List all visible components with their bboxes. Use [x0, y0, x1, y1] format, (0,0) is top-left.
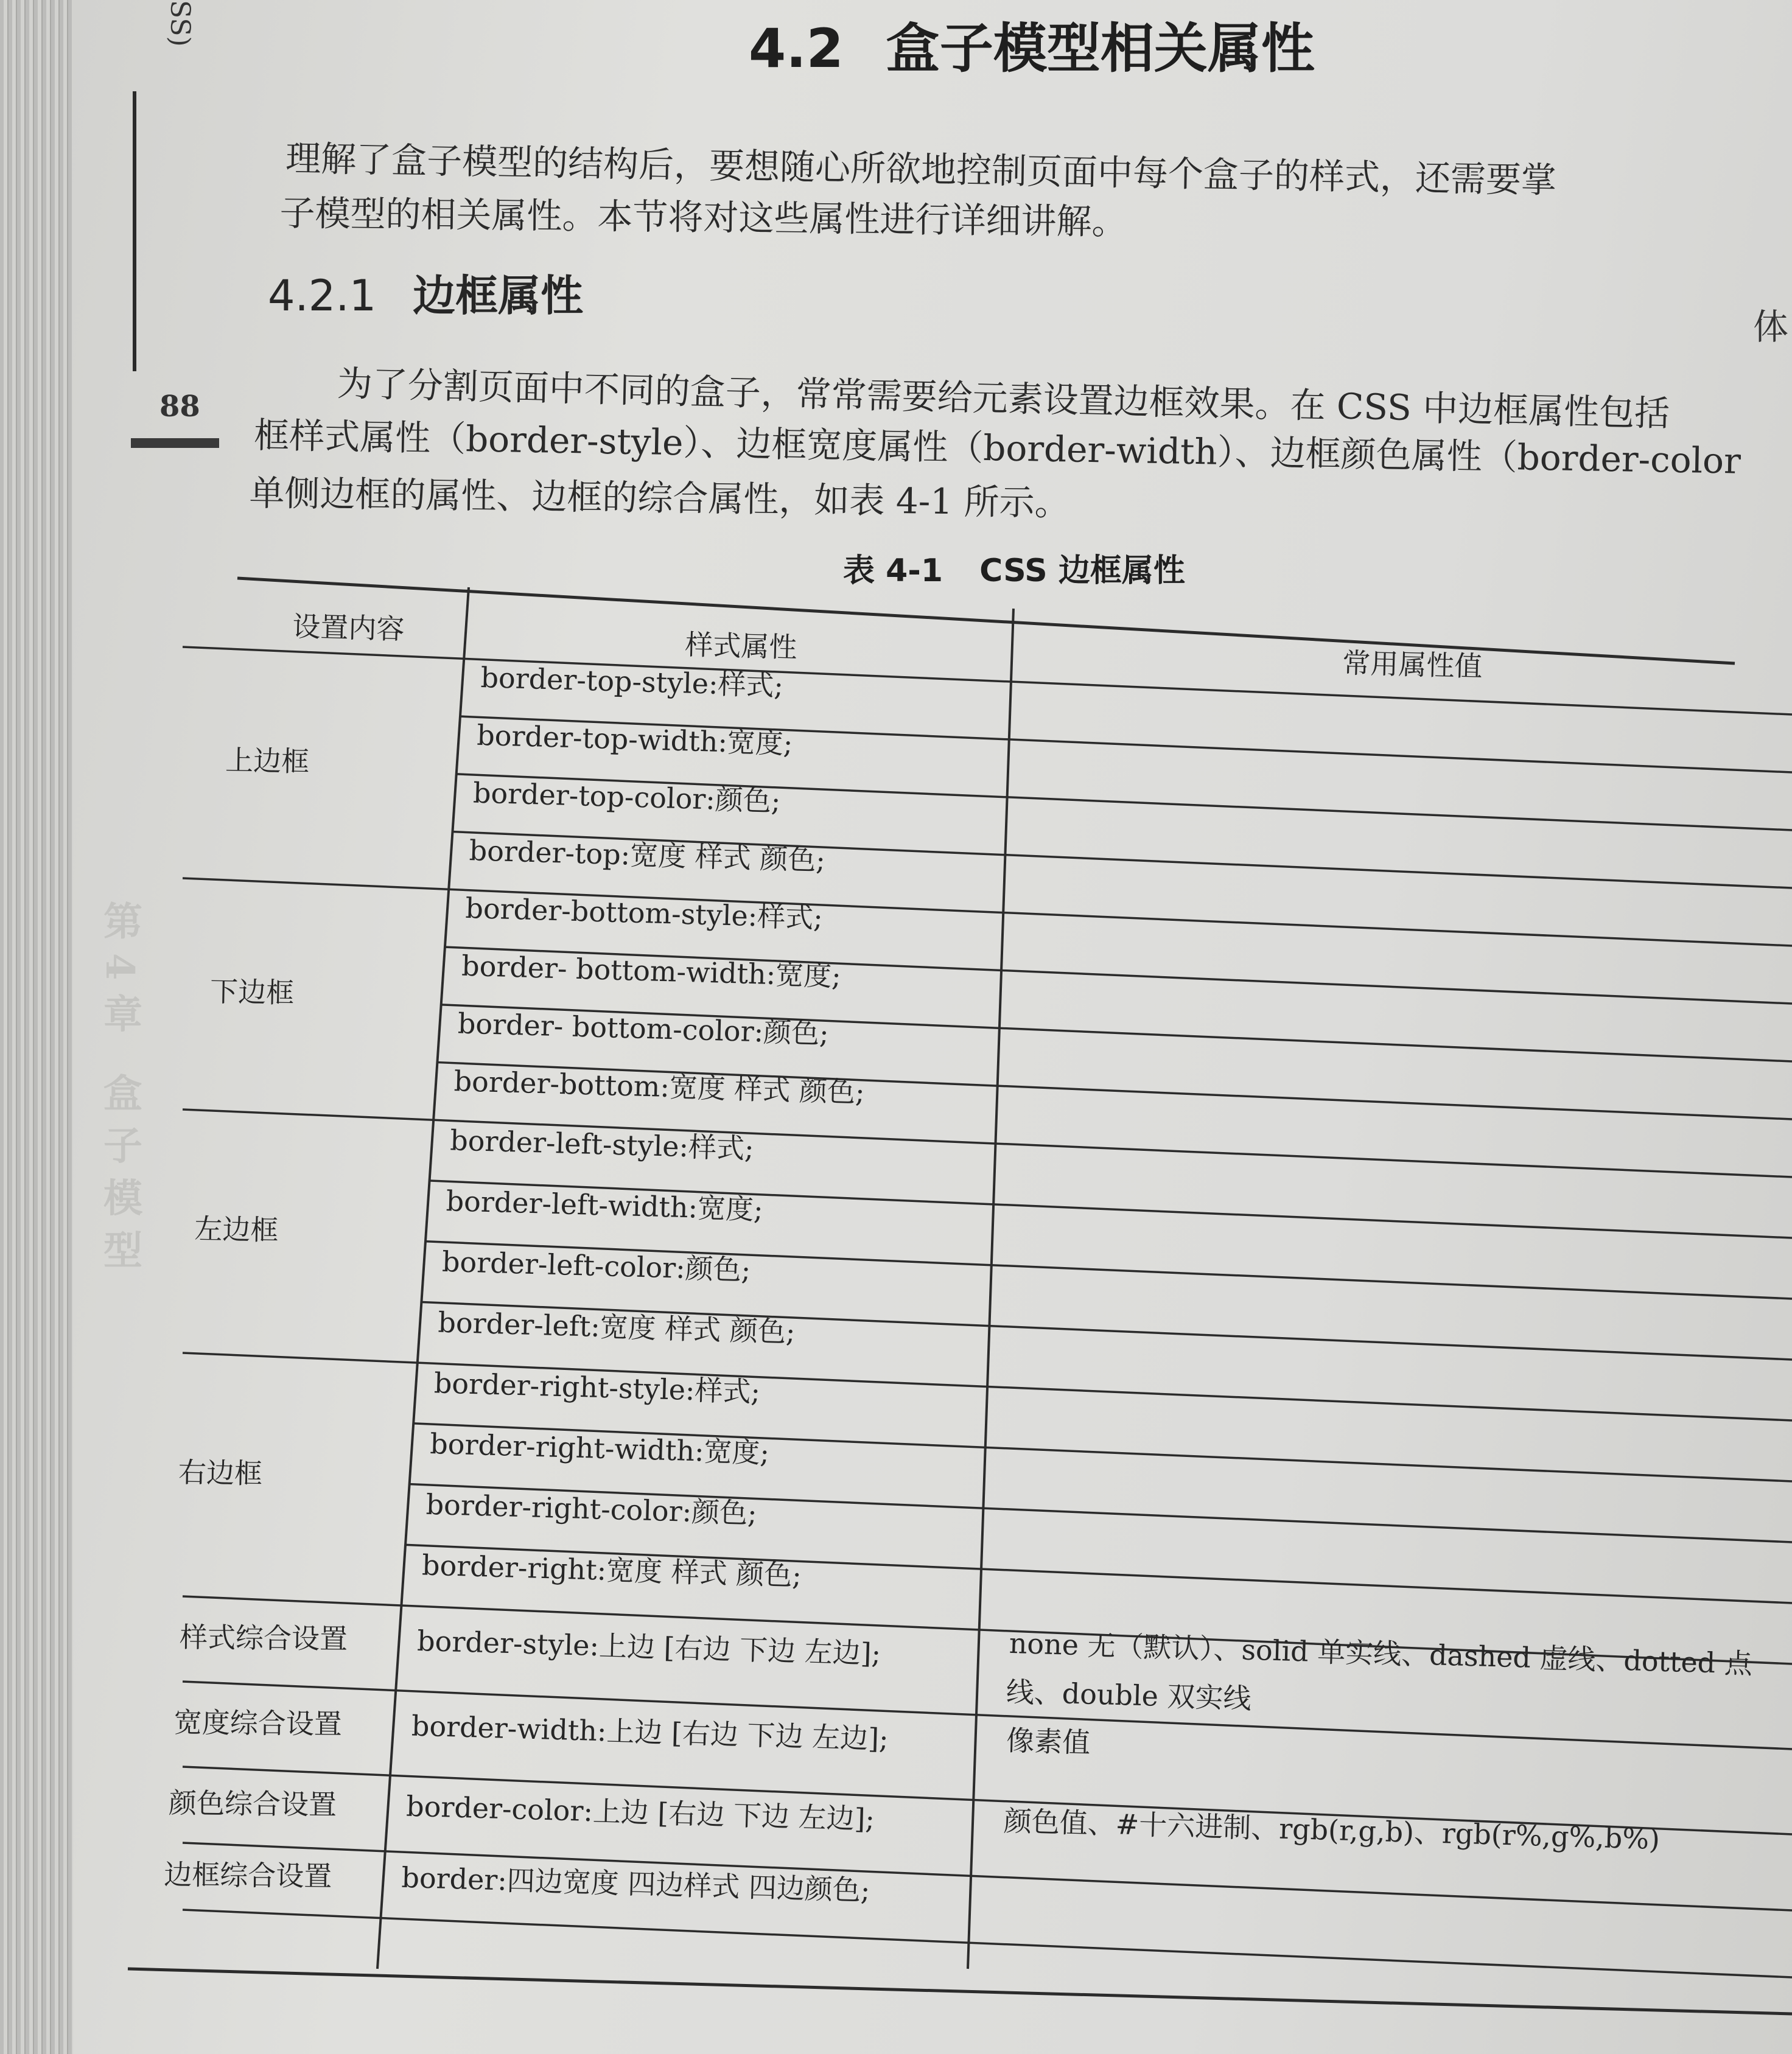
- table-header-property: 样式属性: [684, 628, 798, 664]
- para2-line-2: 框样式属性（border-style）、边框宽度属性（border-width）、边框颜色属性（border-color: [253, 414, 1741, 482]
- table-summary-property: border-style:上边 [右边 下边 左边];: [416, 1624, 881, 1671]
- table-summary-value: 像素值: [1006, 1724, 1091, 1759]
- table-property-cell: border-top:宽度 样式 颜色;: [469, 834, 826, 877]
- table-property-cell: border-right-style:样式;: [433, 1366, 761, 1409]
- side-chapter-label: 第4章 盒子模型: [97, 901, 142, 1282]
- table-summary-property: border:四边宽度 四边样式 四边颜色;: [401, 1860, 871, 1907]
- intro-line-2: 子模型的相关属性。本节将对这些属性进行详细讲解。: [279, 192, 1127, 243]
- para2-line-3: 单侧边框的属性、边框的综合属性，如表 4-1 所示。: [249, 472, 1071, 524]
- table-summary-value: 线、double 双实线: [1006, 1675, 1252, 1716]
- table-group-label: 下边框: [209, 975, 295, 1010]
- table-summary-label: 颜色综合设置: [168, 1786, 337, 1822]
- table-property-cell: border-top-style:样式;: [480, 661, 784, 702]
- table-bottom-rule: [128, 1969, 1792, 2014]
- table-property-cell: border-top-color:颜色;: [472, 776, 782, 818]
- table-summary-label: 样式综合设置: [179, 1621, 348, 1655]
- table-caption-number: 表 4-1: [843, 553, 943, 589]
- table-row-line: [183, 878, 1792, 946]
- table-header-setting: 设置内容: [292, 610, 405, 646]
- table-group-label: 上边框: [225, 744, 310, 778]
- running-header-fragment: SS): [164, 0, 195, 47]
- intro-line-1: 理解了盒子模型的结构后，要想随心所欲地控制页面中每个盒子的样式，还需要掌: [285, 137, 1557, 201]
- section-number: 4.2: [749, 17, 844, 80]
- table-property-cell: border- bottom-color:颜色;: [457, 1007, 830, 1050]
- table-property-cell: border-left:宽度 样式 颜色;: [437, 1305, 796, 1349]
- subsection-title: 边框属性: [413, 271, 584, 321]
- table-property-cell: border-left-color:颜色;: [441, 1245, 751, 1287]
- table-property-cell: border-bottom:宽度 样式 颜色;: [453, 1064, 866, 1109]
- table-group-label: 左边框: [194, 1212, 279, 1247]
- table-property-cell: border-right-color:颜色;: [425, 1487, 758, 1530]
- table-summary-property: border-color:上边 [右边 下边 左边];: [405, 1789, 875, 1836]
- table-top-rule: [237, 578, 1735, 663]
- right-edge-text: 体: [1753, 306, 1789, 348]
- table-col-line: [968, 609, 1013, 1969]
- table-group-label: 右边框: [178, 1456, 263, 1490]
- table-summary-value: 颜色值、#十六进制、rgb(r,g,b)、rgb(r%,g%,b%): [1003, 1804, 1661, 1856]
- table-row-line: [183, 1109, 1792, 1177]
- table-row-line: [183, 1910, 1792, 1977]
- table-property-cell: border-left-width:宽度;: [446, 1184, 764, 1226]
- table-property-cell: border-right-width:宽度;: [429, 1427, 770, 1470]
- table-header-values: 常用属性值: [1342, 646, 1483, 683]
- table-property-cell: border-right:宽度 样式 颜色;: [421, 1548, 802, 1592]
- table-summary-value: none 无（默认）、solid 单实线、dashed 虚线、dotted 点: [1009, 1626, 1753, 1680]
- page-number: 88: [159, 389, 200, 424]
- table-summary-label: 宽度综合设置: [173, 1706, 343, 1741]
- table-caption-title: CSS 边框属性: [979, 553, 1185, 589]
- table-property-cell: border-top-width:宽度;: [476, 718, 794, 761]
- table-property-cell: border-bottom-style:样式;: [464, 891, 824, 935]
- section-title: 盒子模型相关属性: [886, 17, 1315, 80]
- table-property-cell: border- bottom-width:宽度;: [461, 949, 842, 993]
- subsection-number: 4.2.1: [268, 271, 377, 321]
- table-summary-property: border-width:上边 [右边 下边 左边];: [411, 1709, 889, 1756]
- table-row-line: [183, 647, 1792, 714]
- table-property-cell: border-left-style:样式;: [449, 1123, 755, 1165]
- table-summary-label: 边框综合设置: [164, 1858, 332, 1893]
- para2-line-1: 为了分割页面中不同的盒子，常常需要给元素设置边框效果。在 CSS 中边框属性包括: [337, 362, 1670, 435]
